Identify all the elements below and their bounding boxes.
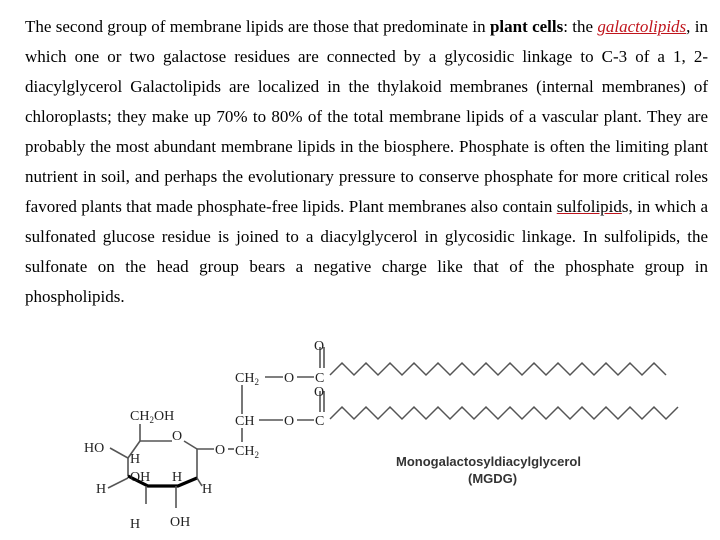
atom-ch2-bottom: $CH_2$ [235, 444, 259, 460]
atom-ch2oh: $CH_2OH$ [130, 409, 175, 425]
atom-o1: O [284, 371, 295, 386]
atom-c1: C [315, 371, 325, 386]
atom-ch-mid: CH [235, 414, 255, 429]
term-plant-cells: plant cells [489, 17, 564, 36]
text-colon: : the [563, 17, 598, 36]
atom-o2: O [284, 414, 295, 429]
bond-c4-h [108, 478, 128, 488]
bond-c4-oh [110, 448, 128, 458]
atom-h4: H [202, 482, 213, 497]
term-galactolipids: galactolipids [597, 17, 687, 36]
atom-ring-o: O [172, 429, 183, 444]
atom-h2: H [172, 470, 183, 485]
atom-h1: H [130, 452, 141, 467]
paragraph [25, 12, 708, 312]
mgdg-structure-diagram [80, 338, 710, 538]
text-intro: The second group of membrane lipids are those that predominate in [25, 17, 490, 36]
fatty-acid-chain-2 [330, 407, 678, 419]
fatty-acid-chain-1 [330, 363, 666, 375]
text-body: , in which one or two galactose residues are connected by a glycosidic linkage to C-3 of a 1, 2-diacylglycerol Galactolipids are localized in the thylakoid membranes (internal membranes) of chloroplasts; they make up 70% to 80% of the total membrane lipids of a vascular plant. They are probably the most abundant membrane lipids in the biosphere. Phosphate is often the limiting plant nutrient in soil, and perhaps the evolutionary pressure to conserve phosphate for more critical roles favored plants that made phosphate-free lipids. Plant membranes also contain [25, 17, 708, 216]
atom-oh-c: OH [170, 515, 191, 530]
atom-h5: H [130, 517, 141, 532]
atom-c2: C [315, 414, 325, 429]
atom-ho: HO [84, 441, 105, 456]
atom-o-mid: O [314, 385, 325, 400]
atom-h3: H [96, 482, 107, 497]
ring-bond-o-c1 [184, 441, 197, 449]
structure-caption-abbr: (MGDG) [468, 471, 518, 486]
structure-caption-name: Monogalactosyldiacylglycerol [396, 454, 581, 469]
atom-oh-b: OH [130, 470, 151, 485]
text-tail: s, in which a sulfonated glucose residue is joined to a diacylglycerol in glycosidic linkage. In sulfolipids, the sulfonate on the head group bears a negative charge like that of the phosphate group in phospholipids. [25, 197, 709, 306]
atom-o-link: O [215, 443, 226, 458]
atom-o-top: O [314, 339, 325, 354]
term-sulfolipids: sulfolipid [556, 197, 622, 216]
atom-ch2-top: $CH_2$ [235, 371, 259, 387]
